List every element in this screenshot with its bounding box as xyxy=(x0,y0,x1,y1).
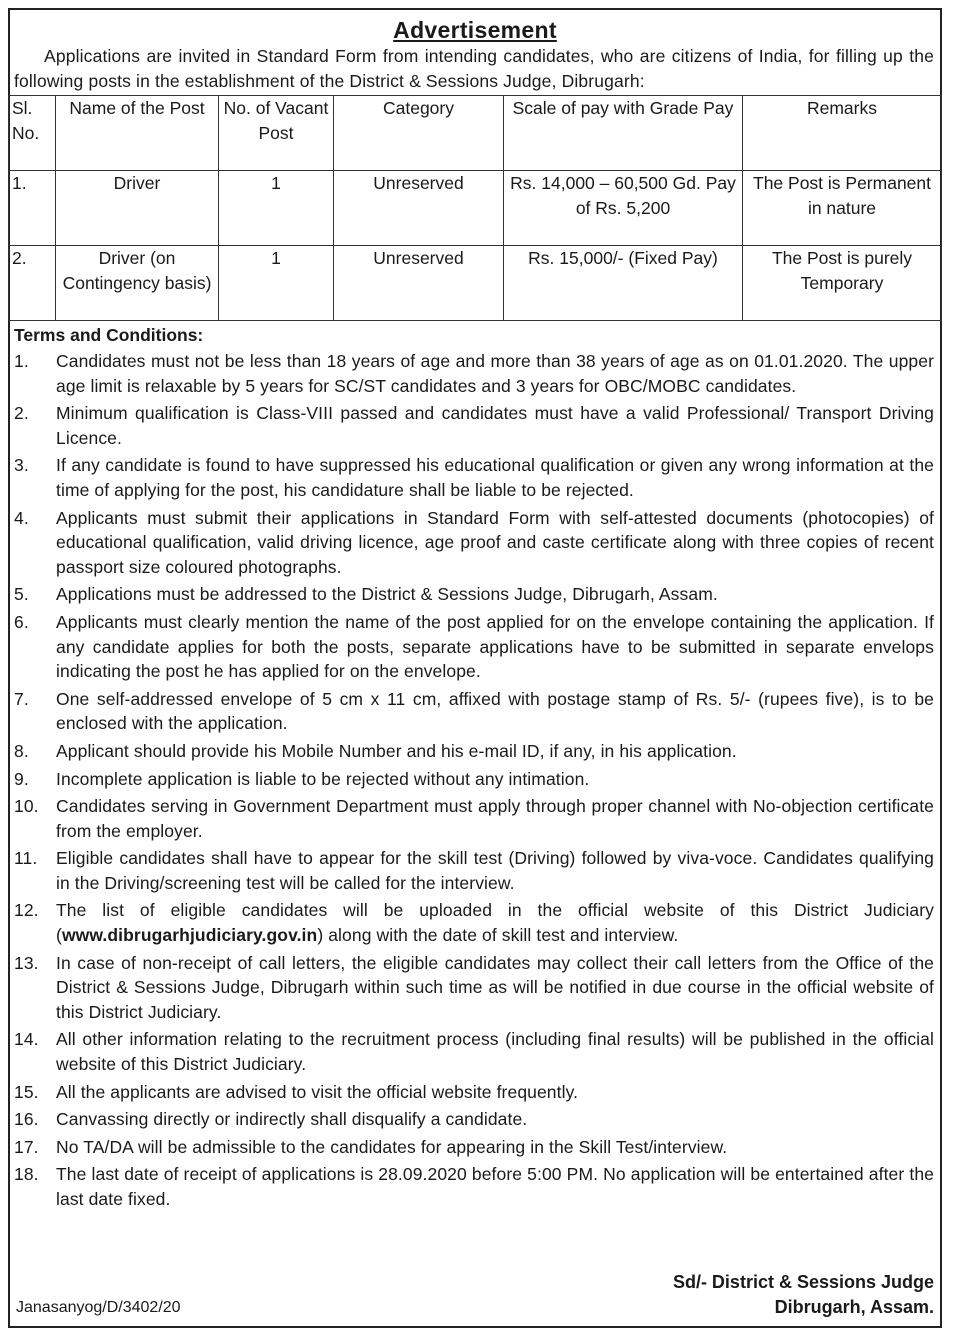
cell-vacant-posts: 1 xyxy=(219,246,334,321)
signature-line-1: Sd/- District & Sessions Judge xyxy=(672,1272,934,1292)
website-link[interactable]: www.dibrugarhjudiciary.gov.in xyxy=(61,925,318,946)
cell-category: Unreserved xyxy=(334,171,504,246)
header-remarks: Remarks xyxy=(743,96,942,171)
cell-remarks: The Post is purely Temporary xyxy=(743,246,942,321)
table-header-row xyxy=(9,96,942,171)
page-title: Advertisement xyxy=(393,17,557,43)
terms-list xyxy=(10,349,940,1212)
intro-paragraph: Applications are invited in Standard Form from intending candidates, who are citizens of India, for filling up the following posts in the establishment of the District & Sessions Judge, Dibrugarh: xyxy=(14,46,934,91)
list-item: 5. Applications must be addressed to the District & Sessions Judge, Dibrugarh, Assam. xyxy=(14,584,718,605)
signature-line-2: Dibrugarh, Assam. xyxy=(774,1297,934,1317)
posts-table xyxy=(8,95,942,321)
cell-scale-of-pay: Rs. 14,000 – 60,500 Gd. Pay of Rs. 5,200 xyxy=(504,171,743,246)
header-vacant-posts: No. of Vacant Post xyxy=(219,96,334,171)
advertisement-page xyxy=(8,8,942,1328)
list-item: 10. Candidates serving in Government Department must apply through proper channel with No-objection certificate from the employer. xyxy=(14,796,934,841)
cell-scale-of-pay: Rs. 15,000/- (Fixed Pay) xyxy=(504,246,743,321)
header-scale-of-pay: Scale of pay with Grade Pay xyxy=(504,96,743,171)
list-item: 1. Candidates must not be less than 18 years of age and more than 38 years of age as on 01.01.2020. The upper age limit is relaxable by 5 years for SC/ST candidates and 3 years for OBC/MOBC candidates. xyxy=(14,351,934,396)
list-item: 15. All the applicants are advised to visit the official website frequently. xyxy=(14,1081,579,1102)
list-item: 13. In case of non-receipt of call letters, the eligible candidates may collect their call letters from the Office of the District & Sessions Judge, Dibrugarh within such time as will be notified in due course in the official website of this District Judiciary. xyxy=(14,952,934,1022)
cell-vacant-posts: 1 xyxy=(219,171,334,246)
cell-post-name: Driver xyxy=(56,171,219,246)
list-item: 16. Canvassing directly or indirectly shall disqualify a candidate. xyxy=(14,1109,528,1130)
cell-category: Unreserved xyxy=(334,246,504,321)
header-post-name: Name of the Post xyxy=(56,96,219,171)
table-row xyxy=(9,246,942,321)
header-sl-no: Sl. No. xyxy=(9,96,56,171)
list-item: 11. Eligible candidates shall have to appear for the skill test (Driving) followed by viva-voce. Candidates qualifying in the Driving/screening test will be called for the interview. xyxy=(14,848,934,893)
list-item: 12. The list of eligible candidates will be uploaded in the official website of this District Judiciary (www.dibrugarhjudiciary.gov.in) along with the date of skill test and interview. xyxy=(14,900,934,946)
header-category: Category xyxy=(334,96,504,171)
list-item: 18. The last date of receipt of applications is 28.09.2020 before 5:00 PM. No application will be entertained after the last date fixed. xyxy=(14,1164,934,1209)
list-item: 9. Incomplete application is liable to be rejected without any intimation. xyxy=(14,768,590,789)
table-row xyxy=(9,171,942,246)
list-item: 3. If any candidate is found to have suppressed his educational qualification or given any wrong information at the time of applying for the post, his candidature shall be liable to be rejected. xyxy=(14,455,934,500)
list-item: 8. Applicant should provide his Mobile Number and his e-mail ID, if any, in his application. xyxy=(14,740,737,761)
list-item: 14. All other information relating to the recruitment process (including final results) will be published in the official website of this District Judiciary. xyxy=(14,1029,934,1075)
cell-sl-no: 2. xyxy=(9,246,56,321)
reference-number: Janasanyog/D/3402/20 xyxy=(16,1299,181,1316)
list-item: 17. No TA/DA will be admissible to the candidates for appearing in the Skill Test/interview. xyxy=(14,1136,728,1157)
list-item: 4. Applicants must submit their applications in Standard Form with self-attested documents (photocopies) of educational qualification, valid driving licence, age proof and caste certificate along with three copies of recent passport size coloured photographs. xyxy=(14,507,934,577)
signature-block xyxy=(673,1270,934,1320)
cell-remarks: The Post is Permanent in nature xyxy=(743,171,942,246)
list-item: 7. One self-addressed envelope of 5 cm x 11 cm, affixed with postage stamp of Rs. 5/- (rupees five), is to be enclosed with the application. xyxy=(14,688,934,734)
cell-post-name: Driver (on Contingency basis) xyxy=(56,246,219,321)
cell-sl-no: 1. xyxy=(9,171,56,246)
list-item: 2. Minimum qualification is Class-VIII passed and candidates must have a valid Professional/ Transport Driving Licence. xyxy=(14,403,934,448)
list-item: 6. Applicants must clearly mention the name of the post applied for on the envelope containing the application. If any candidate applies for both the posts, separate applications have to be submitted in separate envelops indicating the post he has applied for on the envelope. xyxy=(14,611,934,682)
terms-heading: Terms and Conditions: xyxy=(14,325,204,345)
